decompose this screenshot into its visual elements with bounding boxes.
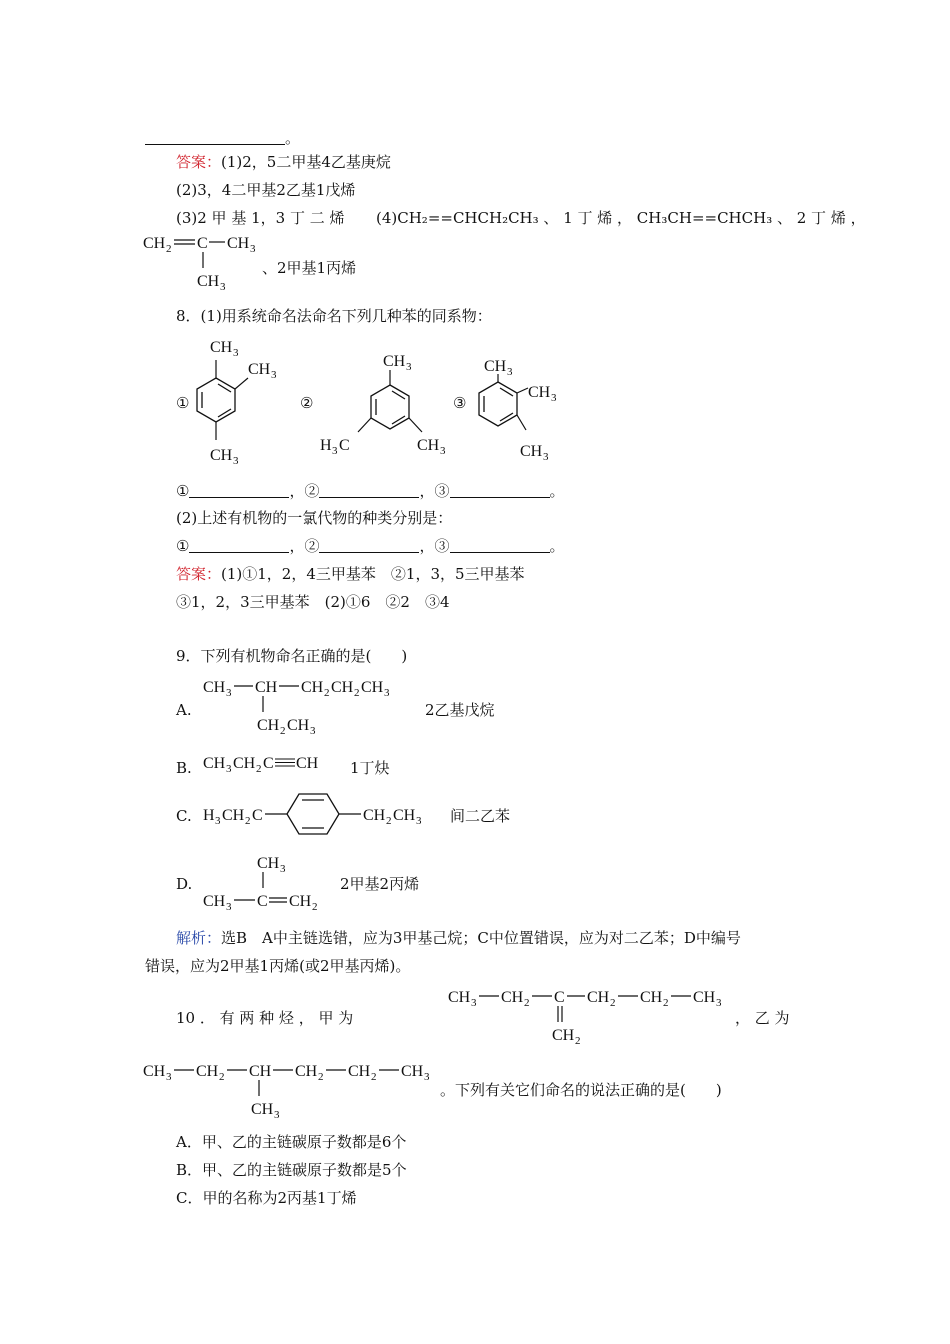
svg-text:CH: CH (484, 358, 507, 375)
q8-blanks-1: ① ，② ，③ 。 (176, 482, 565, 500)
answer-blank (145, 130, 285, 145)
svg-text:3: 3 (440, 445, 446, 457)
svg-text:CH: CH (401, 1063, 424, 1080)
q9-option-c-label: C. (176, 807, 192, 825)
svg-text:3: 3 (233, 347, 239, 359)
svg-text:3: 3 (543, 451, 549, 463)
q9-option-d-structure (203, 852, 343, 914)
q8-mark2: ② (300, 394, 314, 412)
svg-text:2: 2 (256, 763, 262, 775)
svg-text:CH: CH (227, 235, 250, 252)
svg-text:2: 2 (386, 815, 392, 827)
svg-text:2: 2 (166, 243, 172, 255)
q9-option-c-structure (203, 792, 443, 838)
isobutene-structure (143, 232, 273, 292)
svg-text:CH: CH (331, 679, 354, 696)
svg-text:3: 3 (250, 243, 256, 255)
svg-text:CH: CH (417, 437, 440, 454)
svg-text:3: 3 (215, 815, 221, 827)
answer7-line1: 答案：(1)2，5二甲基4乙基庚烷 (176, 153, 391, 171)
svg-text:C: C (197, 235, 208, 252)
svg-text:2: 2 (371, 1071, 377, 1083)
svg-text:CH: CH (520, 443, 543, 460)
q10-option-b: B．甲、乙的主链碳原子数都是5个 (176, 1161, 407, 1179)
svg-text:3: 3 (280, 863, 286, 875)
svg-text:CH: CH (587, 989, 610, 1006)
svg-text:3: 3 (471, 997, 477, 1009)
svg-text:2: 2 (312, 901, 318, 913)
q10-hydrocarbon-yi (143, 1060, 443, 1122)
svg-text:CH: CH (203, 755, 226, 772)
svg-text:CH: CH (248, 361, 271, 378)
blank-5 (319, 538, 419, 553)
q10-hydrocarbon-jia (448, 986, 738, 1047)
svg-text:CH: CH (528, 384, 551, 401)
svg-text:3: 3 (332, 445, 338, 457)
svg-text:2: 2 (245, 815, 251, 827)
svg-text:CH: CH (295, 1063, 318, 1080)
svg-text:CH: CH (348, 1063, 371, 1080)
blank-1 (189, 483, 289, 498)
svg-text:H: H (203, 807, 215, 824)
benzene-1-2-4-trimethyl (190, 336, 290, 466)
svg-text:CH: CH (255, 679, 278, 696)
svg-text:3: 3 (271, 369, 277, 381)
q10-stem-b: ， 乙 为 (735, 1009, 790, 1027)
svg-text:CH: CH (501, 989, 524, 1006)
svg-text:3: 3 (416, 815, 422, 827)
svg-text:CH: CH (361, 679, 384, 696)
answer7-line3a: (3)2 甲 基 1，3 丁 二 烯 (176, 209, 345, 227)
q9-option-a-label: A. (176, 701, 192, 719)
svg-text:3: 3 (716, 997, 722, 1009)
svg-text:2: 2 (575, 1035, 581, 1047)
svg-text:CH: CH (210, 339, 233, 356)
svg-text:CH: CH (251, 1101, 274, 1118)
svg-text:2: 2 (354, 687, 360, 699)
q8-answer-line1: 答案：(1)①1，2，4三甲基苯 ②1，3，5三甲基苯 (176, 565, 525, 583)
blank-2 (319, 483, 419, 498)
answer7-line4: 、2甲基1丙烯 (262, 259, 357, 277)
svg-text:3: 3 (166, 1071, 172, 1083)
svg-text:3: 3 (507, 366, 513, 378)
top-answer-line: 。 (145, 128, 300, 148)
svg-text:2: 2 (663, 997, 669, 1009)
q9-option-a-name: 2乙基戊烷 (425, 701, 495, 719)
svg-text:CH: CH (552, 1027, 575, 1044)
q9-option-b-name: 1丁炔 (350, 759, 390, 777)
svg-text:2: 2 (610, 997, 616, 1009)
svg-text:3: 3 (226, 687, 232, 699)
svg-text:C: C (257, 893, 268, 910)
svg-text:CH: CH (287, 717, 310, 734)
svg-text:CH: CH (448, 989, 471, 1006)
blank-6 (450, 538, 550, 553)
q9-analysis-line1: 解析：选B A中主链选错，应为3甲基己烷；C中位置错误，应为对二乙苯；D中编号 (176, 929, 741, 947)
svg-text:CH: CH (143, 235, 166, 252)
q9-option-b-structure (203, 752, 343, 778)
svg-text:CH: CH (393, 807, 416, 824)
svg-text:CH: CH (363, 807, 386, 824)
svg-text:CH: CH (203, 893, 226, 910)
svg-text:3: 3 (220, 281, 226, 293)
benzene-1-2-3-trimethyl (468, 352, 578, 467)
q8-stem2: (2)上述有机物的一氯代物的种类分别是： (176, 509, 453, 527)
svg-text:CH: CH (249, 1063, 272, 1080)
svg-text:2: 2 (219, 1071, 225, 1083)
benzene-1-3-5-trimethyl (320, 350, 460, 465)
svg-text:CH: CH (257, 855, 280, 872)
svg-text:CH: CH (301, 679, 324, 696)
q8-mark1: ① (176, 394, 190, 412)
svg-text:CH: CH (383, 353, 406, 370)
svg-text:CH: CH (289, 893, 312, 910)
svg-text:CH: CH (693, 989, 716, 1006)
q10-option-c: C．甲的名称为2丙基1丁烯 (176, 1189, 357, 1207)
svg-text:3: 3 (424, 1071, 430, 1083)
svg-text:CH: CH (257, 717, 280, 734)
svg-text:CH: CH (222, 807, 245, 824)
svg-text:3: 3 (226, 763, 232, 775)
svg-text:CH: CH (233, 755, 256, 772)
q9-stem: 9．下列有机物命名正确的是( ) (176, 647, 408, 665)
svg-text:2: 2 (280, 725, 286, 737)
q9-option-b-label: B. (176, 759, 192, 777)
q9-analysis-line2: 错误，应为2甲基1丙烯(或2甲基丙烯)。 (145, 957, 411, 975)
svg-text:CH: CH (640, 989, 663, 1006)
svg-text:CH: CH (210, 447, 233, 464)
svg-text:C: C (554, 989, 565, 1006)
svg-text:2: 2 (524, 997, 530, 1009)
svg-text:C: C (339, 437, 350, 454)
svg-text:3: 3 (406, 361, 412, 373)
q10-stem-a: 10 ． 有 两 种 烃 ， 甲 为 (176, 1009, 354, 1027)
answer7-line2: (2)3，4二甲基2乙基1戊烯 (176, 181, 356, 199)
svg-text:CH: CH (296, 755, 319, 772)
svg-text:CH: CH (196, 1063, 219, 1080)
answer7-line3b: (4)CH₂==CHCH₂CH₃ 、 1 丁 烯 ， CH₃CH==CHCH₃ 、 2 丁 烯 ， (376, 209, 866, 227)
svg-text:3: 3 (226, 901, 232, 913)
svg-text:C: C (252, 807, 263, 824)
q8-mark3: ③ (453, 394, 467, 412)
svg-text:3: 3 (310, 725, 316, 737)
svg-text:3: 3 (551, 392, 557, 404)
svg-text:3: 3 (233, 455, 239, 467)
svg-text:3: 3 (384, 687, 390, 699)
q9-option-c-name: 间二乙苯 (450, 807, 511, 825)
q8-stem: 8．(1)用系统命名法命名下列几种苯的同系物： (176, 307, 492, 325)
q9-option-d-label: D. (176, 875, 193, 893)
svg-text:CH: CH (203, 679, 226, 696)
svg-text:CH: CH (143, 1063, 166, 1080)
q8-answer-line2: ③1，2，3三甲基苯 (2)①6 ②2 ③4 (176, 593, 450, 611)
q8-blanks-2: ① ，② ，③ 。 (176, 537, 565, 555)
svg-text:C: C (263, 755, 274, 772)
svg-text:H: H (320, 437, 332, 454)
svg-text:3: 3 (274, 1109, 280, 1121)
q9-option-d-name: 2甲基2丙烯 (340, 875, 420, 893)
answer-label: 答案： (176, 153, 222, 171)
svg-text:CH: CH (197, 273, 220, 290)
svg-text:2: 2 (324, 687, 330, 699)
blank-3 (450, 483, 550, 498)
q9-option-a-structure (203, 676, 418, 738)
blank-4 (189, 538, 289, 553)
q10-option-a: A．甲、乙的主链碳原子数都是6个 (176, 1133, 407, 1151)
svg-text:2: 2 (318, 1071, 324, 1083)
q10-stem-c: 。下列有关它们命名的说法正确的是( ) (440, 1081, 722, 1099)
